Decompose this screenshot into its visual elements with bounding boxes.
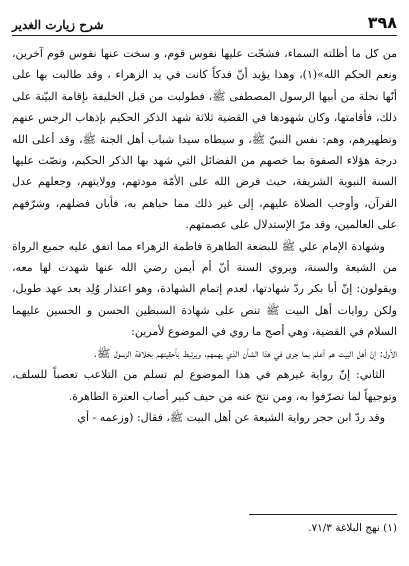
header-divider bbox=[12, 35, 397, 36]
page-number: ٣٩٨ bbox=[367, 13, 397, 32]
footnote: (١) نهج البلاغة ٧١/٣. bbox=[308, 522, 397, 534]
body-paragraph: وقد ردّ ابن حجر رواية الشيعة عن أهل البيت ﷺ، فقال: (وزعمه - أي bbox=[77, 410, 385, 424]
body-paragraph: وشهادة الإمام علي ﷺ للبضعة الطاهرة فاطمة الزهراء مما اتفق عليه جميع الرواة من الشيعة والسنة، ويروي السنة أنّ أم أيمن رضي الله عنها شهدت لها معه، ويقولون: إنّ أبا بكر ردّ شهادتها، لعدم إتمام الشهادة، وهو اعتذار وُلِد بعد عهد طويل، ولكن روايات أهل البيت ﷺ تنص على شهادة السبطين الحسن و الحسين عليهما السلام في القضية، وهي أصح ما روي في الموضوع لأمرين: bbox=[12, 239, 397, 339]
running-title: شرح زيارت الغدير bbox=[12, 18, 104, 32]
footnote-divider bbox=[249, 514, 397, 515]
body-paragraph: من كل ما أظلته السماء، فشحّت عليها نفوس قوم، و سخت عنها نفوس قوم آخرين، ونعم الحكم الله»(١)، وهذا يؤيد أنّ فدكاً كانت في يد الزهراء ، وقد طالبت بها على أنّها نحلة من أبيها الرسول المصطفى ﷺ، فطولبت من قبل الخليفة بإقامة البيّنة على ذلك، فأقامتها، وكان شهودها في القضية ثلاثة شهد الذكر الحكيم بإذهاب الرجس عنهم وتطهيرهم، وهم: نفس النبيّ ﷺ، و سيطاه سيدا شباب أهل الجنة ﷺ، وقد أعلى الله درجة هؤلاء الصفوة بما خصهم من الفضائل التي شهد بها الذكر الحكيم، ونصّت عليها السنة النبوية الشريفة، حيث فرض الله على الأمّة مودتهم، وولايتهم، وجعلهم عدل القرآن، وأوجب الصلاة عليهم، إلى غير ذلك مما حباهم به، فأبان فضلهم، وشرّفهم على العالمين، وقد مرّ الإستدلال على عصمتهم. bbox=[12, 47, 397, 232]
page-header bbox=[12, 8, 397, 32]
body-paragraph: الثاني: إنّ رواية غيرهم في هذا الموضوع لم تسلم من التلاعب تعصباً للسلف، وتوجيهاً لما تصرّفوا به، ومن نتج عنه من حيف كبير أصاب العترة الطاهرة. bbox=[12, 368, 397, 403]
page-body bbox=[12, 43, 397, 428]
body-paragraph: الأول: إنّ أهل البيت هم أعلم بما جرى في هذا الشأن الذي يهمهم، ويرتبط بأحقيتهم بخلافة الرسول ﷺ. bbox=[93, 346, 397, 360]
